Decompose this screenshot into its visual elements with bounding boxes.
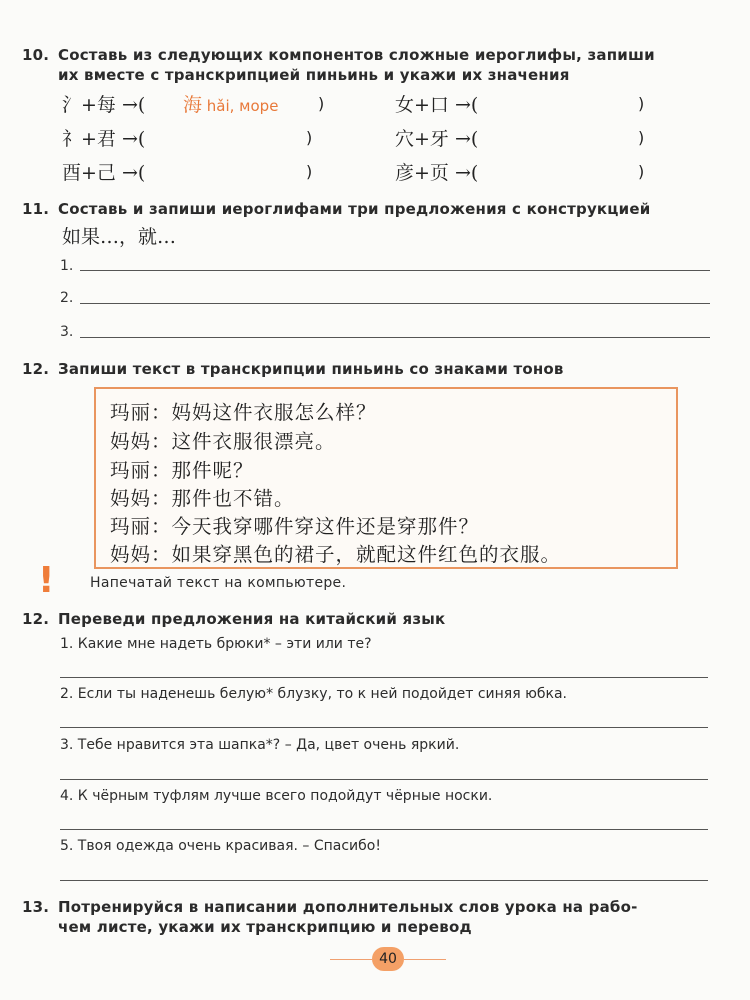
dialogue-line: 妈妈：如果穿黑色的裙子，就配这件红色的衣服。 [110, 543, 562, 566]
page-number: 40 [372, 947, 404, 971]
task-12b-heading [22, 610, 445, 628]
exclamation-icon: ! [38, 560, 55, 601]
dialogue-line: 玛丽：今天我穿哪件穿这件还是穿那件？ [110, 515, 480, 538]
task-number: 12. [22, 360, 50, 378]
components: 氵+每 →( [62, 94, 146, 116]
task-text: Составь и запиши иероглифами три предложения с конструкцией [58, 200, 651, 218]
components: 酉+己 →( [62, 162, 146, 184]
close-paren: ) [318, 94, 325, 113]
task-10-heading-cont [58, 66, 570, 84]
task-text: их вместе с транскрипцией пиньинь и укажи их значения [58, 66, 570, 84]
answer-line[interactable] [60, 779, 708, 780]
sentence-to-translate: 4. К чёрным туфлям лучше всего подойдут чёрные носки. [60, 788, 493, 804]
sentence-to-translate: 5. Твоя одежда очень красивая. – Спасибо! [60, 838, 381, 854]
close-paren: ) [638, 94, 645, 113]
task-13-heading-cont [58, 918, 472, 936]
sentence-number: 3. [60, 324, 74, 340]
task-number: 10. [22, 46, 50, 64]
task-text: Запиши текст в транскрипции пиньинь со знаками тонов [58, 360, 564, 378]
compose-row-1-right [395, 90, 478, 117]
task-text: чем листе, укажи их транскрипцию и перевод [58, 918, 472, 936]
dialogue-line: 妈妈：这件衣服很漂亮。 [110, 430, 336, 453]
task-number: 13. [22, 898, 50, 916]
compose-row-3-right [395, 158, 478, 185]
close-paren: ) [306, 162, 313, 181]
task-text: Составь из следующих компонентов сложные иероглифы, запиши [58, 46, 655, 64]
task-13-heading [22, 898, 638, 916]
task-number: 12. [22, 610, 50, 628]
compose-row-2-left [62, 124, 145, 151]
task-11-heading [22, 200, 650, 218]
sentence-number: 2. [60, 290, 74, 306]
dialogue-line: 玛丽：那件呢？ [110, 459, 254, 482]
sentence-to-translate: 1. Какие мне надеть брюки* – эти или те? [60, 636, 372, 652]
task-text: Потренируйся в написании дополнительных слов урока на рабо- [58, 898, 638, 916]
dialogue-frame [94, 387, 678, 569]
sentence-to-translate: 2. Если ты наденешь белую* блузку, то к ней подойдет синяя юбка. [60, 686, 567, 702]
example-answer [183, 90, 278, 117]
close-paren: ) [638, 128, 645, 147]
page-number-rule-left [330, 959, 372, 960]
task-10-heading [22, 46, 655, 64]
answer-line[interactable] [60, 829, 708, 830]
components: 彦+页 →( [395, 162, 479, 184]
answer-line[interactable] [80, 337, 710, 338]
answer-line[interactable] [60, 677, 708, 678]
sentence-number: 1. [60, 258, 74, 274]
dialogue-line: 妈妈：那件也不错。 [110, 487, 295, 510]
components: 女+口 →( [395, 94, 479, 116]
close-paren: ) [306, 128, 313, 147]
task-text: Переведи предложения на китайский язык [58, 610, 446, 628]
print-note: Напечатай текст на компьютере. [90, 575, 347, 591]
close-paren: ) [638, 162, 645, 181]
dialogue-line: 玛丽：妈妈这件衣服怎么样？ [110, 401, 377, 424]
page-number-rule-right [404, 959, 446, 960]
answer-line[interactable] [60, 727, 708, 728]
compose-row-2-right [395, 124, 478, 151]
compose-row-1-left [62, 90, 145, 117]
construction-pattern: 如果…，就… [62, 226, 177, 248]
answer-line[interactable] [60, 880, 708, 881]
sentence-to-translate: 3. Тебе нравится эта шапка*? – Да, цвет очень яркий. [60, 737, 460, 753]
answer-hanzi: 海 [183, 94, 203, 116]
answer-line[interactable] [80, 303, 710, 304]
compose-row-3-left [62, 158, 145, 185]
answer-pinyin-meaning: hǎi, море [202, 97, 279, 115]
components: 穴+牙 →( [395, 128, 479, 150]
task-12-heading [22, 360, 564, 378]
components: 礻+君 →( [62, 128, 146, 150]
answer-line[interactable] [80, 270, 710, 271]
task-number: 11. [22, 200, 50, 218]
